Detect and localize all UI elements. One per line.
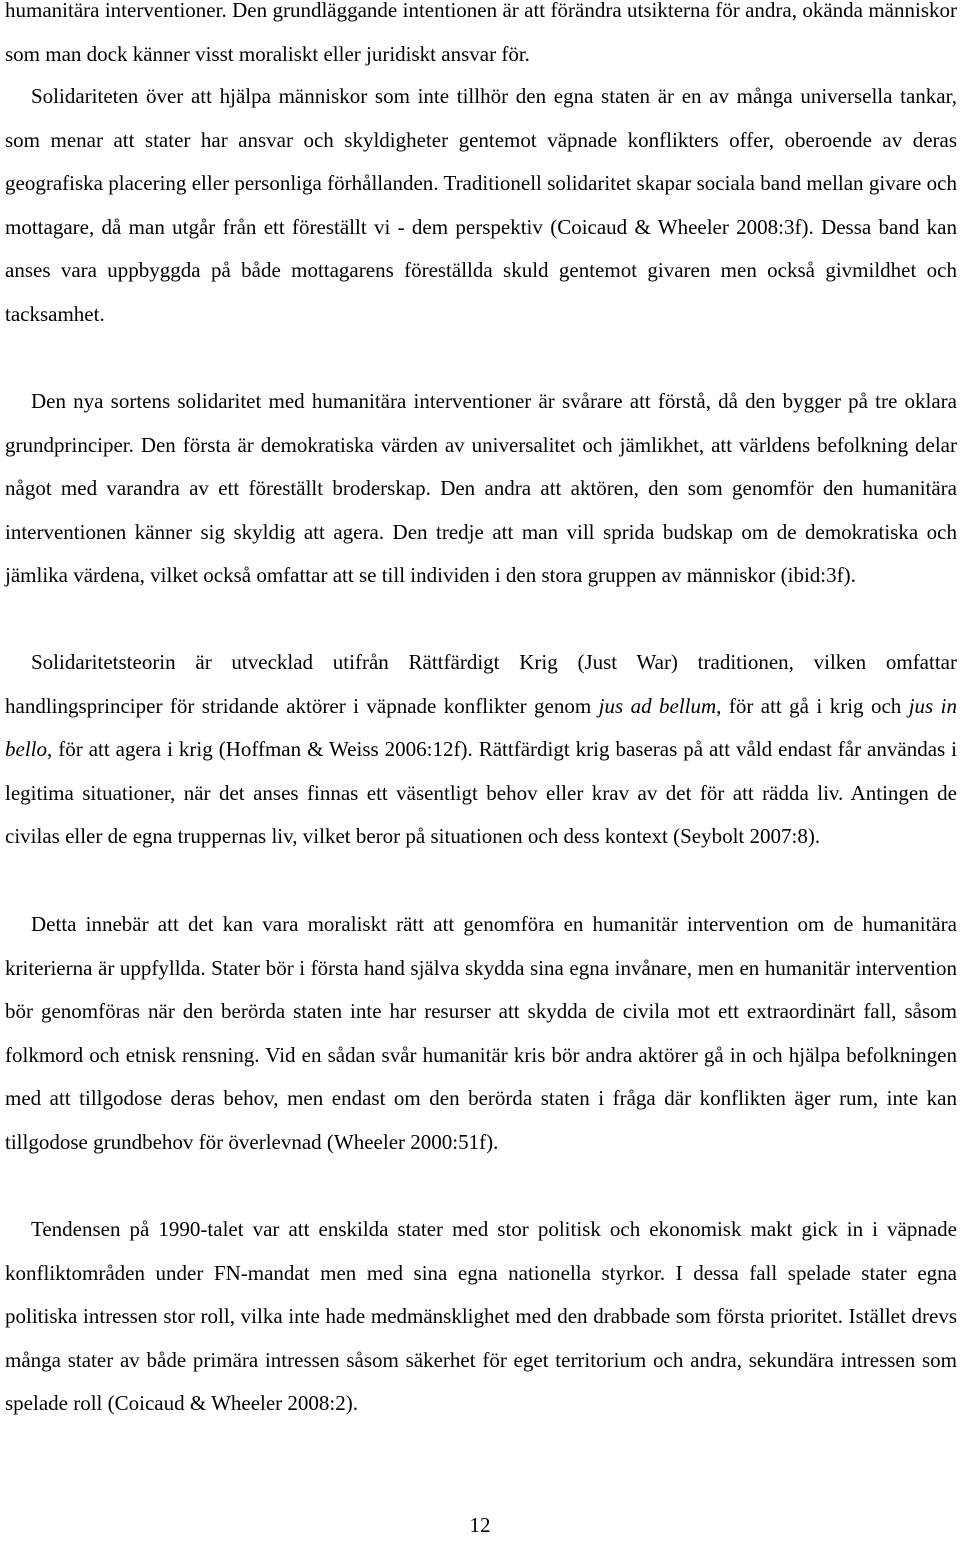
latin-term-jus-ad-bellum: jus ad bellum bbox=[598, 693, 717, 718]
paragraph-solidarity bbox=[5, 75, 957, 337]
paragraph-text: Detta innebär att det kan vara moraliskt rätt att genomföra en humanitär intervention om de humanitära kriterierna är uppfyllda. Stater bör i första hand själva skydda sina egna invånare, men en humanitär intervention bör genomföras när den berörda staten inte har resurser att skydda de civila mot ett extraordinärt fall, såsom folkmord och etnisk rensning. Vid en sådan svår humanitär kris bör andra aktörer gå in och hjälpa befolkningen med att tillgodose deras behov, men endast om den berörda staten i fråga där konflikten äger rum, inte kan tillgodose grundbehov för överlevnad (Wheeler 2000:51f). bbox=[5, 912, 957, 1154]
paragraph-just-war bbox=[5, 641, 957, 859]
paragraph-text: Tendensen på 1990-talet var att enskilda stater med stor politisk och ekonomisk makt gick in i väpnade konfliktområden under FN-mandat men med sina egna nationella styrkor. I dessa fall spelade stater egna politiska intressen stor roll, vilka inte hade medmänsklighet med den drabbade som första prioritet. Istället drevs många stater av både primära intressen såsom säkerhet för eget territorium och andra, sekundära intressen som spelade roll (Coicaud & Wheeler 2008:2). bbox=[5, 1217, 957, 1416]
paragraph-continuation bbox=[5, 0, 957, 76]
paragraph-text: humanitära interventioner. Den grundläggande intentionen är att förändra utsikterna för andra, okända människor som man dock känner visst moraliskt eller juridiskt ansvar för. bbox=[5, 0, 957, 66]
page-number: 12 bbox=[469, 1513, 491, 1537]
paragraph-text: Solidaritetsteorin är utvecklad utifrån Rättfärdigt Krig (Just War) traditionen, vilken omfattar handlingsprinciper för stridande aktörer i väpnade konflikter genom bbox=[5, 650, 957, 718]
paragraph-1990s-tendency bbox=[5, 1208, 957, 1426]
paragraph-text: , för att agera i krig (Hoffman & Weiss 2006:12f). Rättfärdigt krig baseras på att våld endast får användas i legitima situationer, när det anses finnas ett väsentligt behov eller krav av det för att rädda liv. Antingen de civilas eller de egna truppernas liv, vilket beror på situationen och dess kontext (Seybolt 2007:8). bbox=[5, 737, 957, 849]
paragraph-text: Solidariteten över att hjälpa människor som inte tillhör den egna staten är en av många universella tankar, som menar att stater har ansvar och skyldigheter gentemot väpnade konflikters offer, oberoende av deras geografiska placering eller personliga förhållanden. Traditionell solidaritet skapar sociala band mellan givare och mottagare, då man utgår från ett föreställt vi - dem perspektiv (Coicaud & Wheeler 2008:3f). Dessa band kan anses vara uppbyggda på både mottagarens föreställda skuld gentemot givaren men också givmildhet och tacksamhet. bbox=[5, 84, 957, 326]
paragraph-text: , för att gå i krig och bbox=[716, 693, 909, 718]
paragraph-text: Den nya sortens solidaritet med humanitära interventioner är svårare att förstå, då den bygger på tre oklara grundprinciper. Den första är demokratiska värden av universalitet och jämlikhet, att världens befolkning delar något med varandra av ett föreställt broderskap. Den andra att aktören, den som genomför den humanitära interventionen känner sig skyldig att agera. Den tredje att man vill sprida budskap om de demokratiska och jämlika värdena, vilket också omfattar att se till individen i den stora gruppen av människor (ibid:3f). bbox=[5, 389, 957, 588]
latin-term-jus-in-bello: jus in bello bbox=[5, 693, 957, 762]
paragraph-new-solidarity bbox=[5, 380, 957, 598]
paragraph-moral-intervention bbox=[5, 903, 957, 1165]
